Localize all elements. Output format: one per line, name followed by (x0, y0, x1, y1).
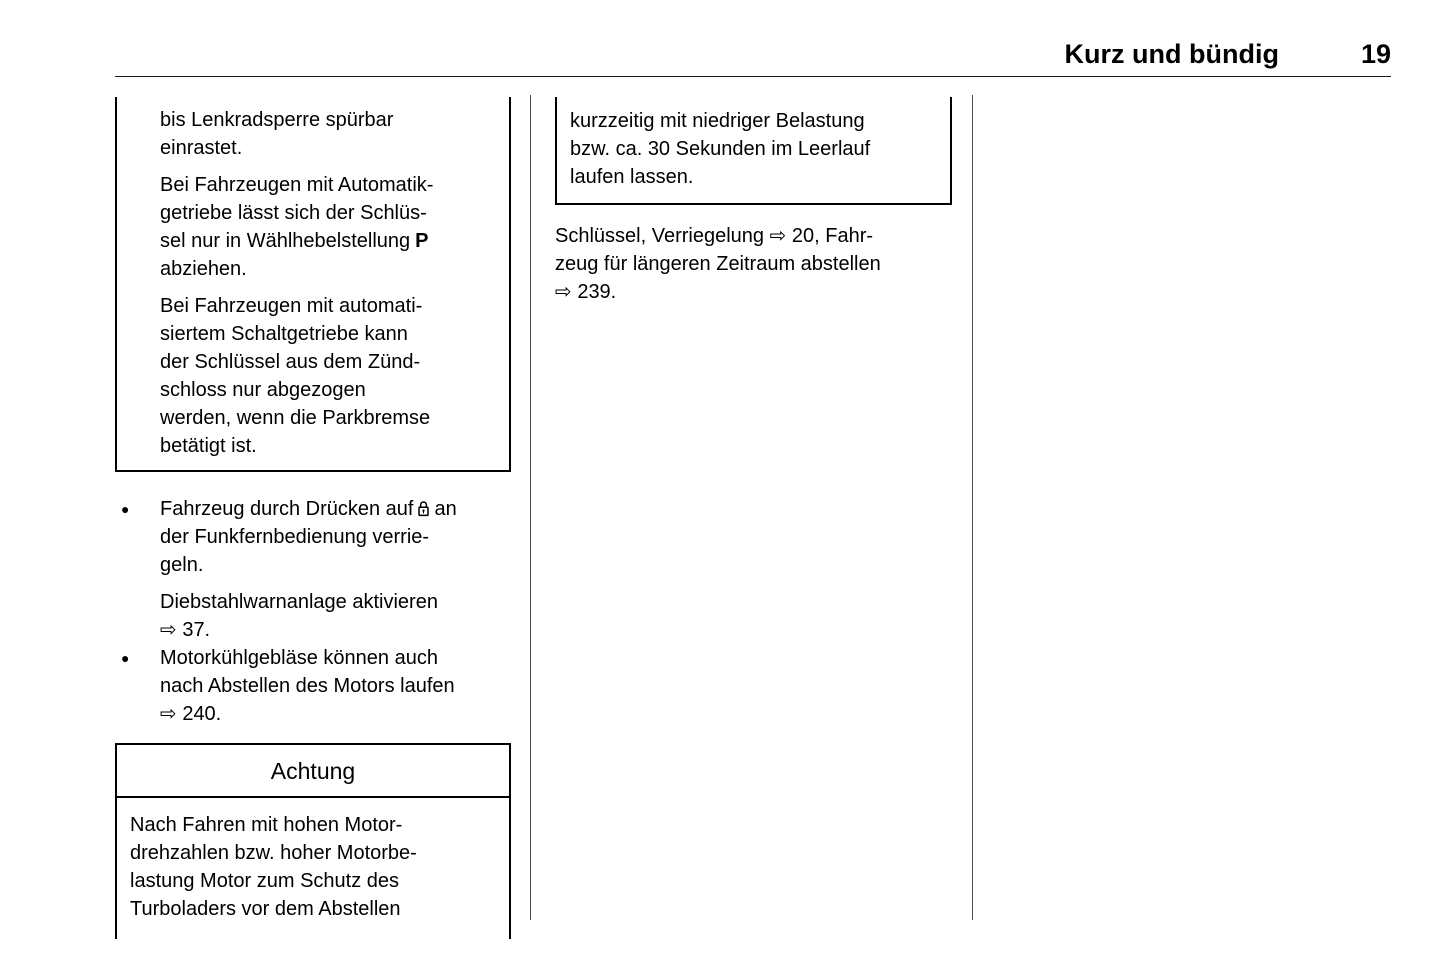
text-line: Bei Fahrzeugen mit automati- (160, 295, 423, 317)
gear-position-p: P (415, 230, 429, 252)
header-rule (115, 76, 1391, 77)
bullet-list (115, 495, 511, 728)
text-line: Motorkühlgebläse können auch (160, 647, 438, 669)
text-line: nach Abstellen des Motors laufen (160, 675, 455, 697)
cross-reference: ⇨ 37. (160, 619, 211, 641)
lock-icon (416, 500, 431, 517)
text-line: getriebe lässt sich der Schlüs- (160, 202, 427, 224)
left-column (115, 97, 511, 939)
text-line: kurzzeitig mit niedriger Belastung (570, 110, 865, 132)
reference-paragraph (555, 222, 952, 306)
text-line: drehzahlen bzw. hoher Motorbe- (130, 842, 417, 864)
text-line: einrastet. (160, 137, 243, 159)
page-number: 19 (1360, 39, 1391, 69)
text-line (160, 227, 497, 255)
bullet-item (115, 644, 511, 728)
text-line: betätigt ist. (160, 435, 257, 457)
cross-reference: ⇨ 239. (555, 281, 617, 303)
sub-paragraph (115, 588, 511, 644)
text-line (160, 495, 511, 523)
text-run: Fahrzeug durch Drücken auf (160, 498, 414, 520)
text-line: bis Lenkradsperre spürbar (160, 109, 394, 131)
text-line: abziehen. (160, 258, 247, 280)
text-line: Turboladers vor dem Abstellen (130, 898, 401, 920)
cross-reference: Schlüssel, Verriegelung ⇨ 20, Fahr- (555, 225, 874, 247)
text-line: Diebstahlwarnanlage aktivieren (160, 591, 438, 613)
text-line: Nach Fahren mit hohen Motor- (130, 814, 403, 836)
text-line: der Schlüssel aus dem Zünd- (160, 351, 421, 373)
text-line: lastung Motor zum Schutz des (130, 870, 400, 892)
paragraph (160, 292, 497, 460)
text-line: bzw. ca. 30 Sekunden im Leerlauf (570, 138, 871, 160)
text-run: sel nur in Wählhebelstellung (160, 230, 411, 252)
text-line: schloss nur abgezogen (160, 379, 366, 401)
caution-box-continuation (555, 97, 952, 205)
page-header (115, 38, 1391, 70)
bullet-marker: ● (121, 501, 130, 517)
page-header-title: Kurz und bündig (1064, 39, 1279, 69)
note-box (115, 97, 511, 472)
right-column (992, 97, 1390, 917)
text-line: siertem Schaltgetriebe kann (160, 323, 408, 345)
paragraph (160, 171, 497, 283)
bullet-item (115, 495, 511, 579)
middle-column (555, 97, 952, 306)
caution-box (115, 743, 511, 939)
text-line: laufen lassen. (570, 166, 694, 188)
column-separator-right (972, 95, 973, 920)
text-run: an (434, 498, 457, 520)
text-line: zeug für längeren Zeitraum abstellen (555, 253, 881, 275)
text-line: Bei Fahrzeugen mit Automatik- (160, 174, 434, 196)
cross-reference: ⇨ 240. (160, 703, 222, 725)
text-line: geln. (160, 554, 204, 576)
column-separator-left (530, 95, 531, 920)
paragraph (160, 106, 497, 162)
bullet-marker: ● (121, 650, 130, 666)
text-line: werden, wenn die Parkbremse (160, 407, 431, 429)
caution-body (117, 798, 509, 923)
caution-title: Achtung (117, 745, 509, 798)
text-line: der Funkfernbedienung verrie- (160, 526, 430, 548)
